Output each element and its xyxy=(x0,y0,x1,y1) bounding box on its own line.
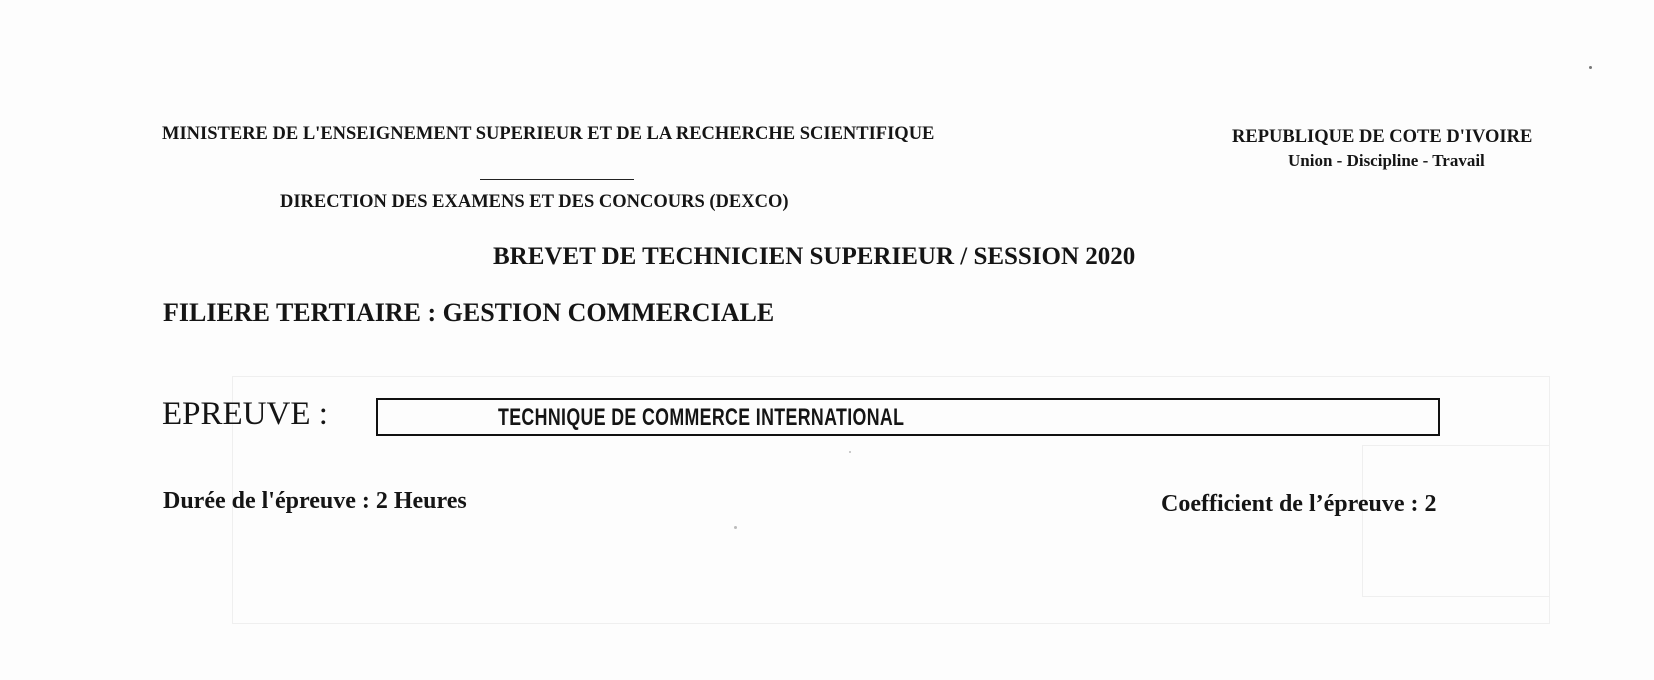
separator-rule xyxy=(480,179,634,180)
direction-heading: DIRECTION DES EXAMENS ET DES CONCOURS (DEXCO) xyxy=(280,192,789,212)
epreuve-label: EPREUVE : xyxy=(162,396,328,432)
coefficient-line: Coefficient de l’épreuve : 2 xyxy=(1161,491,1437,517)
national-motto: Union - Discipline - Travail xyxy=(1288,151,1485,170)
duration-line: Durée de l'épreuve : 2 Heures xyxy=(163,488,467,514)
epreuve-value: TECHNIQUE DE COMMERCE INTERNATIONAL xyxy=(498,404,905,431)
exam-title: BREVET DE TECHNICIEN SUPERIEUR / SESSION 2020 xyxy=(493,243,1136,270)
scan-speck xyxy=(849,451,851,453)
scan-speck xyxy=(1589,66,1592,69)
scan-speck xyxy=(734,526,737,529)
show-through-table-right xyxy=(1362,445,1550,597)
filiere-line: FILIERE TERTIAIRE : GESTION COMMERCIALE xyxy=(163,298,775,327)
republic-heading: REPUBLIQUE DE COTE D'IVOIRE xyxy=(1232,127,1533,147)
ministry-heading: MINISTERE DE L'ENSEIGNEMENT SUPERIEUR ET DE LA RECHERCHE SCIENTIFIQUE xyxy=(162,124,935,144)
epreuve-box xyxy=(376,398,1440,436)
